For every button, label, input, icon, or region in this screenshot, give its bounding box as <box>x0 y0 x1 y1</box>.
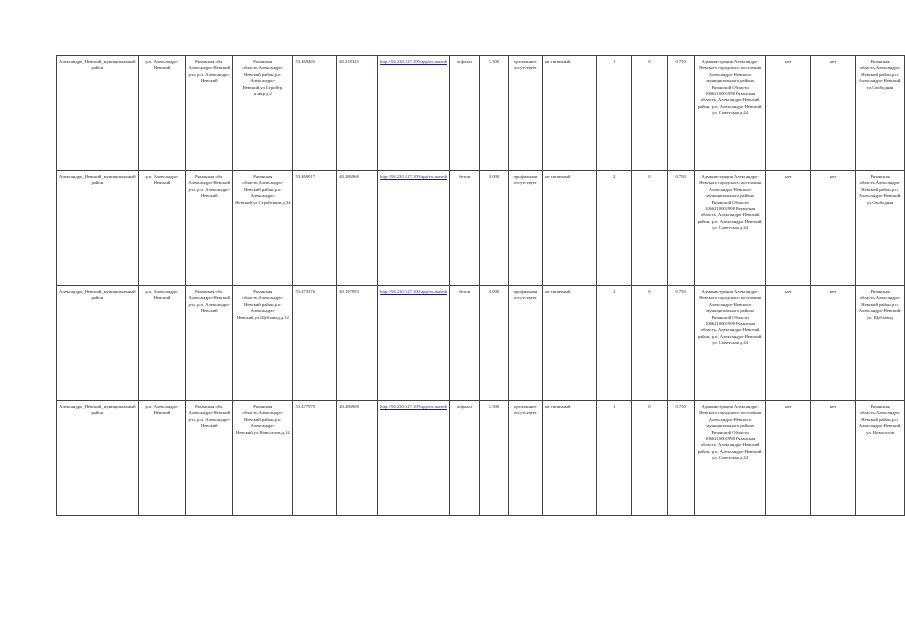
source-cell: Рязанская область,Александро-Невский район,р.п. Александро-Невский, ул. Новоселов <box>856 401 905 516</box>
type-cell: не типичный <box>543 286 597 401</box>
longitude-cell: 40.286968 <box>337 171 378 286</box>
volume-cell: 0.750 <box>667 56 694 171</box>
source-cell: Рязанская область,Александро-Невский район,р.п. Александро-Невский, ул.Свободная <box>856 56 905 171</box>
owner-cell: Администрация Александро-Невского городского поселения Александро-Невского муниципального района Рязанской Области 1066210001998 Рязанская область, Александро-Невский район, р.п. Александро-Невский, ул. Советская д.44 <box>694 286 766 401</box>
settlement-cell: р.п. Александро-Невский <box>138 401 186 516</box>
type-cell: не типичный <box>543 56 597 171</box>
flag-cell: нет <box>766 401 811 516</box>
full-address-cell: Рязанская область,Александро-Невский район,р.п. Александро-Невский,ул.Щебзавод,д.12 <box>233 286 293 401</box>
latitude-cell: 53.473376 <box>293 286 337 401</box>
volume-cell: 0.750 <box>667 401 694 516</box>
owner-cell: Администрация Александро-Невского городского поселения Александро-Невского муниципального района Рязанской Области 1066210001998 Рязанская область, Александро-Невский район, р.п. Александро-Невский, ул. Советская д.44 <box>694 171 766 286</box>
district-cell: Александро_Невский_муниципальный район <box>57 401 139 516</box>
map-link[interactable]: http://94.230.127.109/app/ex.maxnb <box>380 174 447 179</box>
short-address-cell: Рязанская обл. Александро-Невский р-н, р.п. Александро-Невский <box>186 171 233 286</box>
containers-count-cell: 1 <box>597 56 632 171</box>
containers-count-cell: 1 <box>597 401 632 516</box>
zero-count-cell: 0 <box>632 286 667 401</box>
latitude-cell: 53.469017 <box>293 171 337 286</box>
area-cell: 1.300 <box>480 56 508 171</box>
surface-cell: асфальт <box>450 56 480 171</box>
purpose-cell: оргпланное отсутствует <box>508 401 543 516</box>
settlement-cell: р.п. Александро-Невский <box>138 171 186 286</box>
surface-cell: бетон <box>450 286 480 401</box>
district-cell: Александро_Невский_муниципальный район <box>57 56 139 171</box>
purpose-cell: профильная отсутствует <box>508 286 543 401</box>
flag-cell-2: нет <box>811 401 856 516</box>
map-link-cell <box>378 401 450 516</box>
latitude-cell: 53.477979 <box>293 401 337 516</box>
zero-count-cell: 0 <box>632 171 667 286</box>
flag-cell-2: нет <box>811 56 856 171</box>
surface-cell: асфальт <box>450 401 480 516</box>
flag-cell: нет <box>766 286 811 401</box>
flag-cell: нет <box>766 56 811 171</box>
volume-cell: 0.750 <box>667 171 694 286</box>
flag-cell: нет <box>766 171 811 286</box>
containers-count-cell: 2 <box>597 171 632 286</box>
purpose-cell: профильная отсутствует <box>508 171 543 286</box>
short-address-cell: Рязанская обл. Александро-Невский р-н, р.п. Александро-Невский <box>186 401 233 516</box>
longitude-cell: 40.218325 <box>337 56 378 171</box>
map-link[interactable]: http://94.230.127.109/app/ex.maxnb <box>380 289 447 294</box>
area-cell: 3.000 <box>480 171 508 286</box>
flag-cell-2: нет <box>811 286 856 401</box>
owner-cell: Администрация Александро-Невского городского поселения Александро-Невского муниципального района Рязанской Области 1066210001998 Рязанская область, Александро-Невский район, р.п. Александро-Невский, ул. Советская д.44 <box>694 401 766 516</box>
longitude-cell: 40.286908 <box>337 401 378 516</box>
zero-count-cell: 0 <box>632 56 667 171</box>
map-link[interactable]: http://94.230.127.109/app/ex.maxnb <box>380 404 447 409</box>
map-link[interactable]: http://94.230.127.109/app/ex.maxnb <box>380 59 447 64</box>
full-address-cell: Рязанская область,Александро-Невский район,р.п. Александро-Невский,ул.Стройсвязи,д.34 <box>233 171 293 286</box>
map-link-cell <box>378 171 450 286</box>
source-cell: Рязанская область,Александро-Невский район,р.п. Александро-Невский, ул. Щебзавод <box>856 286 905 401</box>
surface-cell: бетон <box>450 171 480 286</box>
district-cell: Александро_Невский_муниципальный район <box>57 171 139 286</box>
zero-count-cell: 0 <box>632 401 667 516</box>
type-cell: не типичный <box>543 401 597 516</box>
table-row <box>57 401 905 516</box>
longitude-cell: 40.197993 <box>337 286 378 401</box>
map-link-cell <box>378 56 450 171</box>
district-cell: Александро_Невский_муниципальный район <box>57 286 139 401</box>
short-address-cell: Рязанская обл. Александро-Невский р-н, р.п. Александро-Невский <box>186 56 233 171</box>
short-address-cell: Рязанская обл. Александро-Невский р-н, р.п. Александро-Невский <box>186 286 233 401</box>
table-row <box>57 286 905 401</box>
registry-table <box>56 55 905 516</box>
containers-count-cell: 2 <box>597 286 632 401</box>
settlement-cell: р.п. Александро-Невский <box>138 286 186 401</box>
volume-cell: 0.750 <box>667 286 694 401</box>
settlement-cell: р.п. Александро-Невский <box>138 56 186 171</box>
map-link-cell <box>378 286 450 401</box>
area-cell: 3.000 <box>480 286 508 401</box>
source-cell: Рязанская область,Александро-Невский район,р.п. Александро-Невский, ул.Свободная <box>856 171 905 286</box>
table-row <box>57 56 905 171</box>
purpose-cell: оргпланное отсутствует <box>508 56 543 171</box>
latitude-cell: 53.469465 <box>293 56 337 171</box>
full-address-cell: Рязанская область,Александро-Невский район,р.п. Александро-Невский,ул.Стройгр. н.мкр.д.2 <box>233 56 293 171</box>
flag-cell-2: нет <box>811 171 856 286</box>
type-cell: не типичный <box>543 171 597 286</box>
owner-cell: Администрация Александро-Невского городского поселения Александро-Невского муниципального района Рязанской Области 1066210001998 Рязанская область, Александро-Невский район, р.п. Александро-Невский, ул. Советская д.44 <box>694 56 766 171</box>
area-cell: 1.500 <box>480 401 508 516</box>
table-row <box>57 171 905 286</box>
full-address-cell: Рязанская область,Александро-Невский район,р.п. Александро-Невский,ул.Новоселов,д.14 <box>233 401 293 516</box>
